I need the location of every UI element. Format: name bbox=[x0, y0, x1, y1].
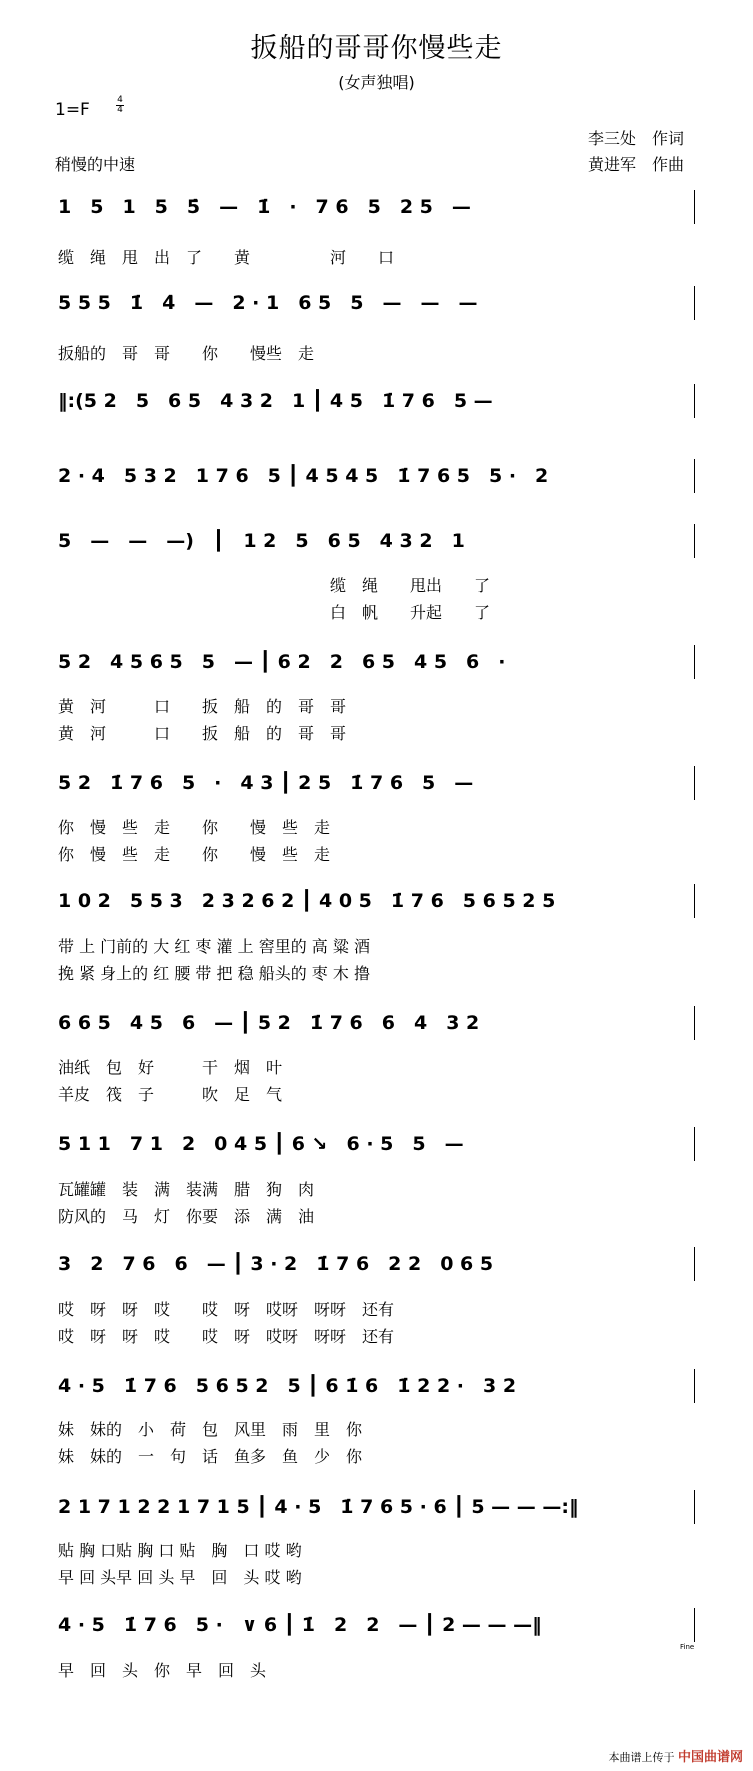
end-barline bbox=[694, 190, 695, 224]
site-logo: 中国曲谱网 bbox=[677, 1750, 743, 1765]
lyric-line: 扳船的 哥 哥 你 慢些 走 bbox=[58, 344, 315, 363]
composer-credit: 黄进军 作曲 bbox=[588, 155, 685, 174]
end-barline bbox=[694, 524, 695, 558]
notation-line-7: 5 2 1̇ 7 6 5 · 4 3 ┃ 2 5 1̇ 7 6 5 — bbox=[58, 772, 474, 794]
end-barline bbox=[694, 1247, 695, 1281]
notation-line-14: 4 · 5 1̇ 7 6 5 · ∨ 6 ┃ 1̇ 2 2 — ┃ 2 — — —‖ bbox=[58, 1614, 542, 1636]
notation-line-10: 5 1 1 7 1 2 0 4 5 ┃ 6 ↘ 6 · 5 5 — bbox=[58, 1133, 464, 1155]
lyric-line: 哎 呀 呀 哎 哎 呀 哎呀 呀呀 还有 bbox=[58, 1327, 395, 1346]
lyric-line: 黄 河 口 扳 船 的 哥 哥 bbox=[58, 697, 347, 716]
end-barline bbox=[694, 1608, 695, 1642]
notation-line-1: 1 5 1 5 5̇ — 1̇ · 7 6 5 2 5 — bbox=[58, 196, 471, 218]
end-barline bbox=[694, 384, 695, 418]
notation-line-3: ‖:(5 2 5 6 5 4 3 2 1 ┃ 4 5 1̇ 7 6 5 — bbox=[58, 390, 493, 412]
lyric-line: 羊皮 筏 子 吹 足 气 bbox=[58, 1085, 283, 1104]
lyric-line: 早 回 头 你 早 回 头 bbox=[58, 1661, 267, 1680]
lyric-line: 带 上 门前的 大 红 枣 灌 上 窖里的 高 粱 酒 bbox=[58, 937, 370, 956]
notation-line-4: 2 · 4 5 3 2 1 7 6 5 ┃ 4 5 4 5 1̇ 7 6 5 5 · 2 bbox=[58, 465, 549, 487]
notation-line-6: 5 2 4 5 6 5 5 — ┃ 6 2 2 6 5 4 5 6 · bbox=[58, 651, 506, 673]
notation-line-8: 1 0 2 5 5 3 2 3 2 6 2 ┃ 4 0 5 1̇ 7 6 5 6 5 2 5 bbox=[58, 890, 556, 912]
fine-marking: Fine bbox=[680, 1643, 695, 1651]
meter-top: 4 bbox=[117, 95, 123, 105]
lyric-line: 早 回 头早 回 头 早 回 头 哎 哟 bbox=[58, 1568, 302, 1587]
lyric-line: 油纸 包 好 干 烟 叶 bbox=[58, 1058, 283, 1077]
notation-line-11: 3 2 7 6 6 — ┃ 3 · 2 1̇ 7 6 2 2 0 6 5 bbox=[58, 1253, 494, 1275]
lyric-line: 贴 胸 口贴 胸 口 贴 胸 口 哎 哟 bbox=[58, 1541, 302, 1560]
lyric-line: 瓦罐罐 装 满 装满 腊 狗 肉 bbox=[58, 1180, 315, 1199]
meter-bottom: 4 bbox=[117, 105, 123, 115]
lyric-line: 你 慢 些 走 你 慢 些 走 bbox=[58, 818, 331, 837]
lyric-line: 你 慢 些 走 你 慢 些 走 bbox=[58, 845, 331, 864]
song-title: 扳船的哥哥你慢些走 bbox=[250, 33, 503, 64]
notation-line-2: 5 5 5 1̇ 4̇ — 2 · 1 6 5 5 — — — bbox=[58, 292, 478, 314]
lyric-line: 缆 绳 甩 出 了 黄 河 口 bbox=[58, 248, 395, 267]
lyric-line: 哎 呀 呀 哎 哎 呀 哎呀 呀呀 还有 bbox=[58, 1300, 395, 1319]
footer bbox=[608, 1746, 743, 1765]
notation-line-9: 6 6 5 4 5 6 — ┃ 5 2 1̇ 7 6 6 4 3 2 bbox=[58, 1012, 480, 1034]
lyric-line: 妹 妹的 小 荷 包 风里 雨 里 你 bbox=[58, 1420, 363, 1439]
end-barline bbox=[694, 1006, 695, 1040]
end-barline bbox=[694, 766, 695, 800]
end-barline bbox=[694, 1490, 695, 1524]
end-barline bbox=[694, 884, 695, 918]
notation-line-12: 4 · 5 1̇ 7 6 5 6 5 2 5 ┃ 6 1̇ 6 1̇ 2 2 · 3 2 bbox=[58, 1375, 517, 1397]
end-barline bbox=[694, 1369, 695, 1403]
tempo-marking: 稍慢的中速 bbox=[55, 155, 136, 174]
lyric-line: 防风的 马 灯 你要 添 满 油 bbox=[58, 1207, 315, 1226]
lyric-line: 缆 绳 甩出 了 bbox=[330, 576, 491, 595]
lyric-line: 挽 紧 身上的 红 腰 带 把 稳 船头的 枣 木 撸 bbox=[58, 964, 370, 983]
song-subtitle: (女声独唱) bbox=[338, 73, 415, 92]
notation-line-5: 5 — — —) ┃ 1 2 5 6 5 4 3 2 1 bbox=[58, 530, 465, 552]
lyricist-credit: 李三处 作词 bbox=[588, 129, 685, 148]
lyric-line: 白 帆 升起 了 bbox=[330, 603, 491, 622]
key-signature: 1=F bbox=[55, 100, 90, 120]
footer-text: 本曲谱上传于 bbox=[608, 1751, 675, 1764]
lyric-line: 妹 妹的 一 句 话 鱼多 鱼 少 你 bbox=[58, 1447, 363, 1466]
notation-line-13: 2 1 7 1 2 2 1 7 1 5 ┃ 4 · 5 1̇ 7 6 5 · 6 ┃ 5 — — —:‖ bbox=[58, 1496, 579, 1518]
time-signature bbox=[115, 96, 125, 115]
end-barline bbox=[694, 645, 695, 679]
end-barline bbox=[694, 286, 695, 320]
lyric-line: 黄 河 口 扳 船 的 哥 哥 bbox=[58, 724, 347, 743]
end-barline bbox=[694, 1127, 695, 1161]
end-barline bbox=[694, 459, 695, 493]
